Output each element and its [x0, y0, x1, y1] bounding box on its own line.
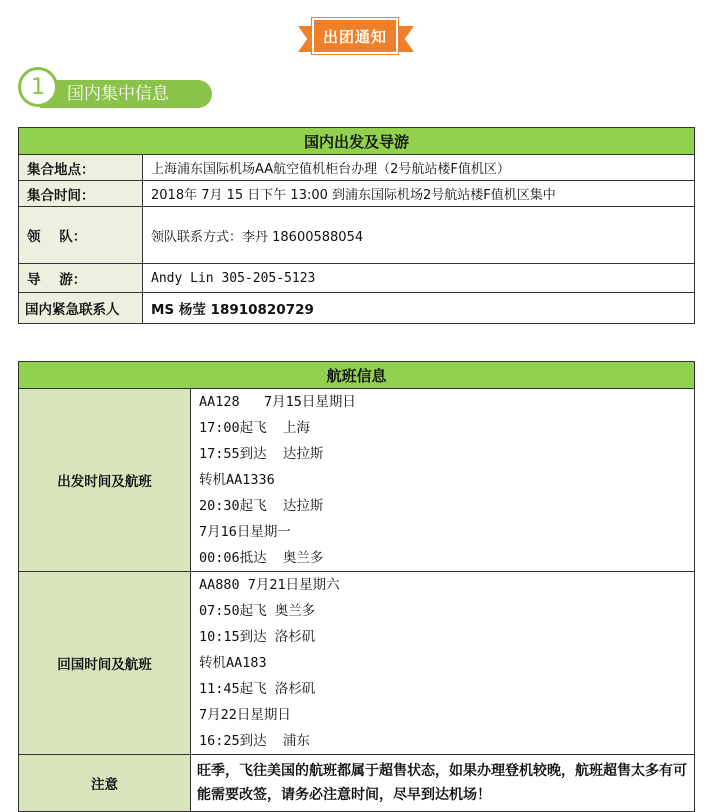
flight-line: 10:15到达 洛杉矶	[199, 629, 316, 645]
flight-line: 17:00起飞 上海	[199, 420, 310, 436]
table-row	[19, 264, 695, 293]
banner-title: 出团通知	[312, 18, 398, 54]
table-row	[19, 207, 695, 264]
row-value: 领队联系方式：李丹 18600588054	[143, 207, 695, 264]
flight-line: 转机AA1336	[199, 472, 275, 488]
flight-line: 16:25到达 浦东	[199, 733, 310, 749]
domestic-info-table	[18, 127, 695, 324]
section-number: 1	[18, 67, 58, 107]
return-lines	[191, 572, 695, 755]
table-row	[19, 389, 695, 572]
return-key: 回国时间及航班	[19, 572, 191, 755]
flight-line: 转机AA183	[199, 655, 267, 671]
row-value: 2018年 7月 15 日下午 13:00 到浦东国际机场2号航站楼F值机区集中	[143, 181, 695, 207]
table-row	[19, 155, 695, 181]
flight-line: 7月22日星期日	[199, 707, 291, 723]
flight-line: 00:06抵达 奥兰多	[199, 550, 324, 566]
domestic-table-title: 国内出发及导游	[19, 128, 695, 155]
section-header	[18, 67, 198, 109]
section-title: 国内集中信息	[67, 84, 169, 104]
table-row	[19, 181, 695, 207]
row-value: 上海浦东国际机场AA航空值机柜台办理（2号航站楼F值机区）	[143, 155, 695, 181]
flight-line: 7月16日星期一	[199, 524, 291, 540]
flight-line: AA880 7月21日星期六	[199, 577, 340, 593]
flight-line: 07:50起飞 奥兰多	[199, 603, 316, 619]
flight-line: 11:45起飞 洛杉矶	[199, 681, 316, 697]
row-key: 集合地点：	[19, 155, 143, 181]
row-key: 领 队：	[19, 207, 143, 264]
table-row	[19, 293, 695, 324]
row-key: 导 游：	[19, 264, 143, 293]
flight-line: 20:30起飞 达拉斯	[199, 498, 324, 514]
departure-key: 出发时间及航班	[19, 389, 191, 572]
flight-info-table	[18, 361, 695, 812]
table-row	[19, 755, 695, 812]
row-key: 国内紧急联系人	[19, 293, 143, 324]
table-row	[19, 572, 695, 755]
flight-line: AA128 7月15日星期日	[199, 394, 356, 410]
note-text: 旺季，飞往美国的航班都属于超售状态，如果办理登机较晚，航班超售太多有可能需要改签，请务必注意时间，尽早到达机场！	[191, 755, 695, 812]
row-key: 集合时间：	[19, 181, 143, 207]
row-value: Andy Lin 305-205-5123	[143, 264, 695, 293]
notice-banner	[298, 18, 414, 58]
flight-line: 17:55到达 达拉斯	[199, 446, 324, 462]
row-value: MS 杨莹 18910820729	[143, 293, 695, 324]
flight-table-title: 航班信息	[19, 362, 695, 389]
departure-lines	[191, 389, 695, 572]
note-key: 注意	[19, 755, 191, 812]
